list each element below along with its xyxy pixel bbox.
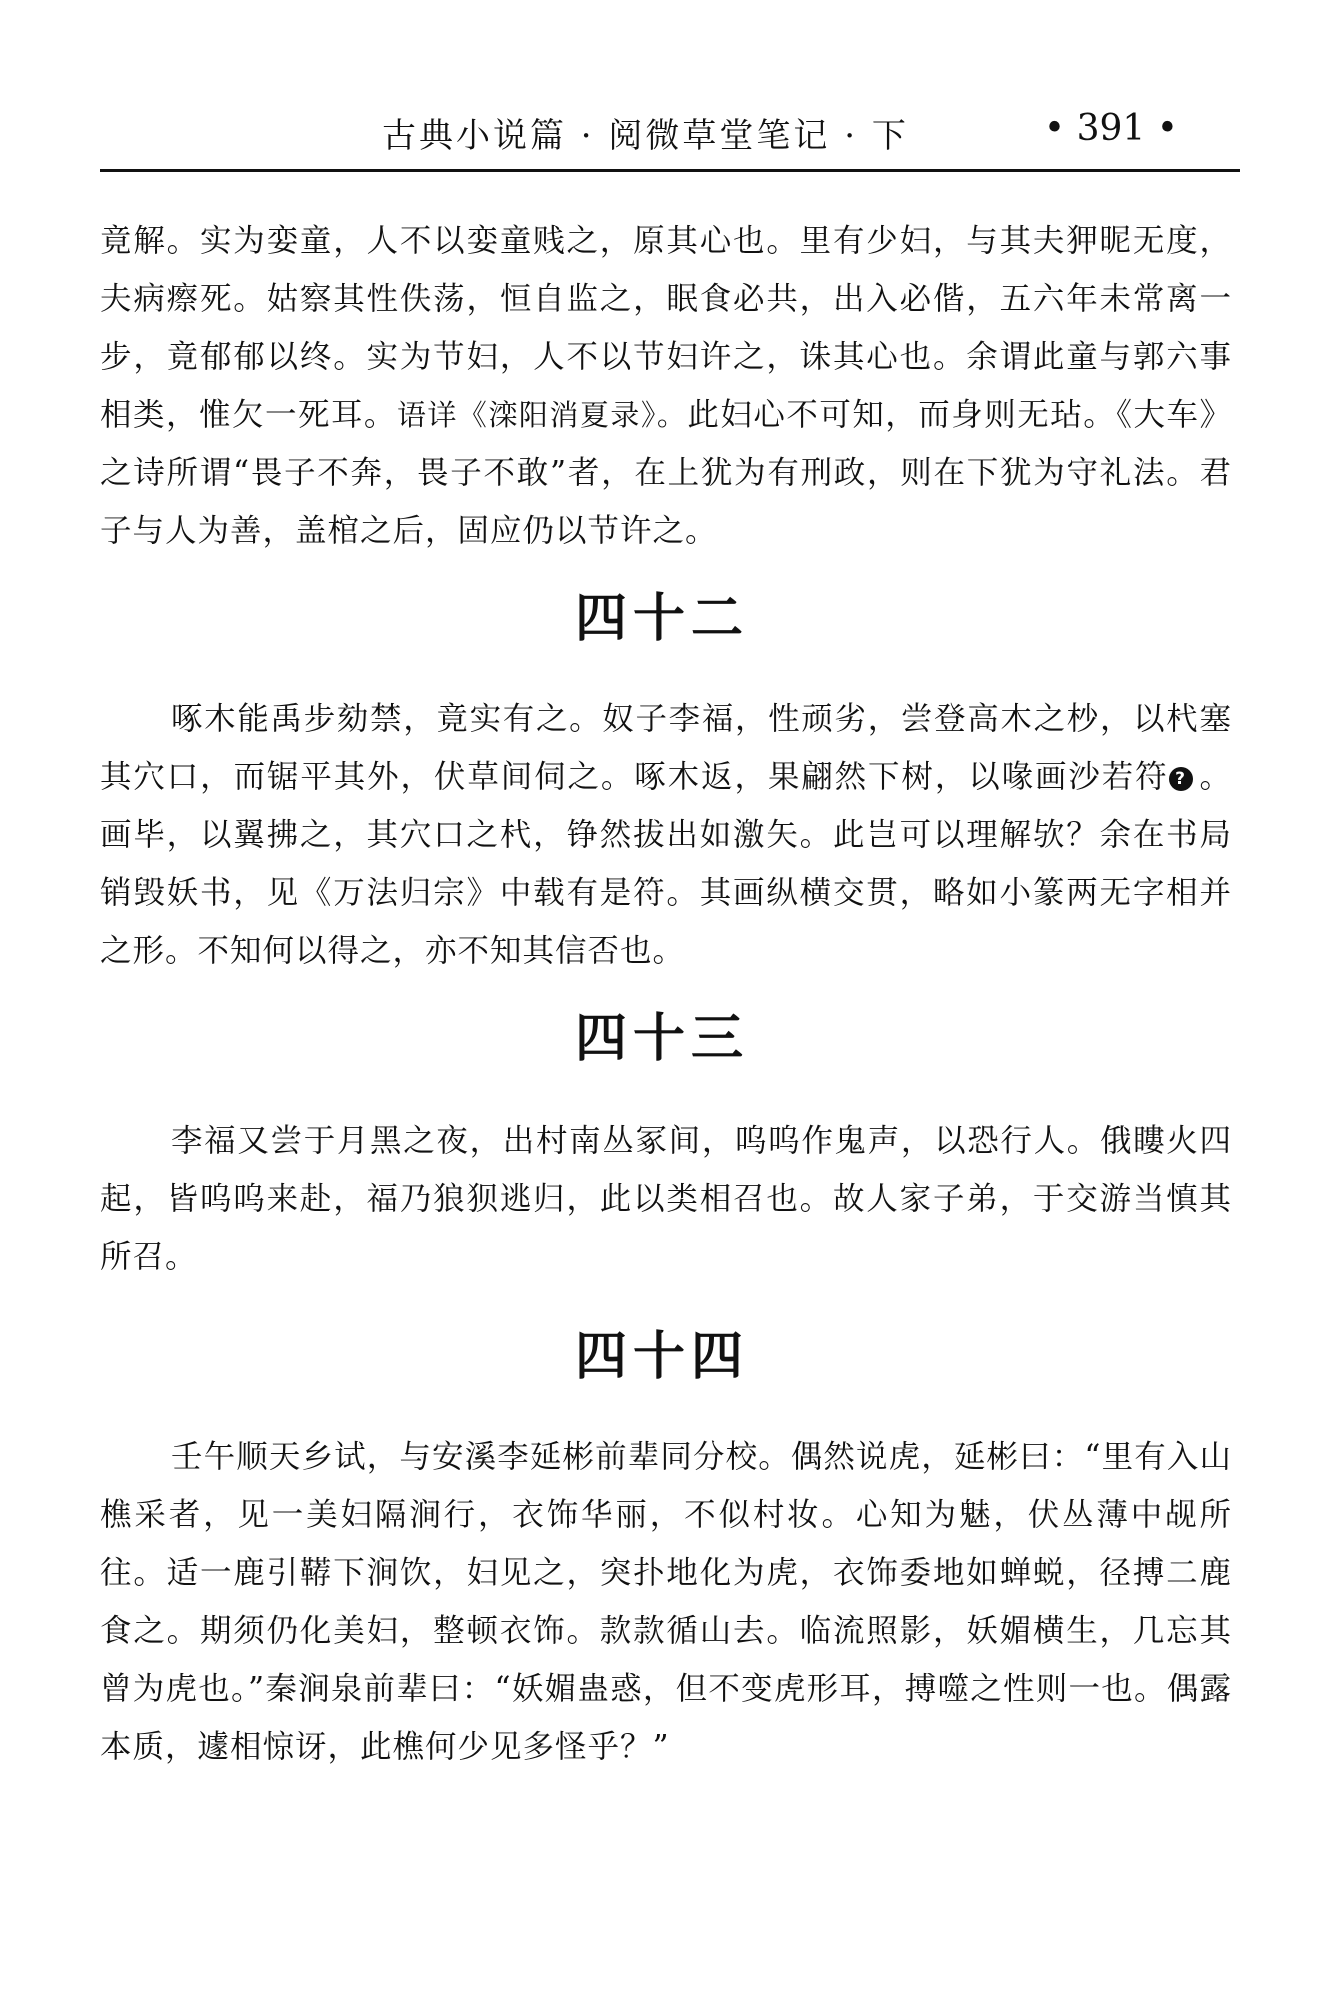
missing-glyph-icon: ? bbox=[1169, 767, 1193, 791]
paragraph-text: 啄木能禹步劾禁，竟实有之。奴子李福，性顽劣，尝登高木之杪，以杙塞其穴口，而锯平其外，伏草间伺之。啄木返，果翩然下树，以喙画沙若符 bbox=[100, 701, 1232, 795]
running-title: 古典小说篇 · 阅微草堂笔记 · 下 bbox=[382, 116, 909, 156]
paragraph-text: 李福又尝于月黑之夜，出村南丛冢间，呜呜作鬼声，以恐行人。俄瞜火四起，皆呜呜来赴，福乃狼狈逃归，此以类相召也。故人家子弟，于交游当慎其所召。 bbox=[100, 1123, 1232, 1275]
running-header bbox=[100, 108, 1240, 168]
paragraph-text: 壬午顺天乡试，与安溪李延彬前辈同分校。偶然说虎，延彬曰：“里有入山樵采者，见一美妇隔涧行，衣饰华丽，不似村妆。心知为魅，伏丛薄中觇所往。适一鹿引鞯下涧饮，妇见之，突扑地化为虎，衣饰委地如蝉蜕，径搏二鹿食之。期须仍化美妇，整顿衣饰。款款循山去。临流照影，妖媚横生，几忘其曾为虎也。”秦涧泉前辈曰：“妖媚蛊惑，但不变虎形耳，搏噬之性则一也。偶露本质，遽相惊讶，此樵何少见多怪乎？” bbox=[100, 1439, 1232, 1765]
paragraph-text: 竟解。实为娈童，人不以娈童贱之，原其心也。里有少妇，与其夫狎昵无度，夫病瘵死。姑察其性佚荡，恒自监之，眠食必共，出入必偕，五六年未常离一步，竟郁郁以终。实为节妇，人不以节妇许之，诛其心也。余谓此童与郭六事相类，惟欠一死耳。 bbox=[100, 223, 1232, 433]
paragraph-text: 。画毕，以翼拂之，其穴口之杙，铮然拔出如激矢。此岂可以理解欤？余在书局销毁妖书，见《万法归宗》中载有是符。其画纵横交贯，略如小篆两无字相并之形。不知何以得之，亦不知其信否也。 bbox=[100, 759, 1232, 969]
paragraph-43 bbox=[100, 1112, 1232, 1286]
page-number: • 391 • bbox=[1043, 108, 1178, 149]
section-heading-42: 四十二 bbox=[574, 589, 749, 649]
header-rule bbox=[100, 169, 1240, 172]
inline-note: 语详《滦阳消夏录》。 bbox=[396, 398, 688, 432]
section-heading-44: 四十四 bbox=[574, 1327, 749, 1387]
paragraph-continued bbox=[100, 212, 1232, 560]
paragraph-text: 此妇心不可知，而身则无玷。《大车》之诗所谓“畏子不奔，畏子不敢”者，在上犹为有刑政，则在下犹为守礼法。君子与人为善，盖棺之后，固应仍以节许之。 bbox=[100, 397, 1232, 549]
paragraph-42 bbox=[100, 690, 1232, 980]
section-heading-43: 四十三 bbox=[574, 1009, 749, 1069]
paragraph-44 bbox=[100, 1428, 1232, 1776]
